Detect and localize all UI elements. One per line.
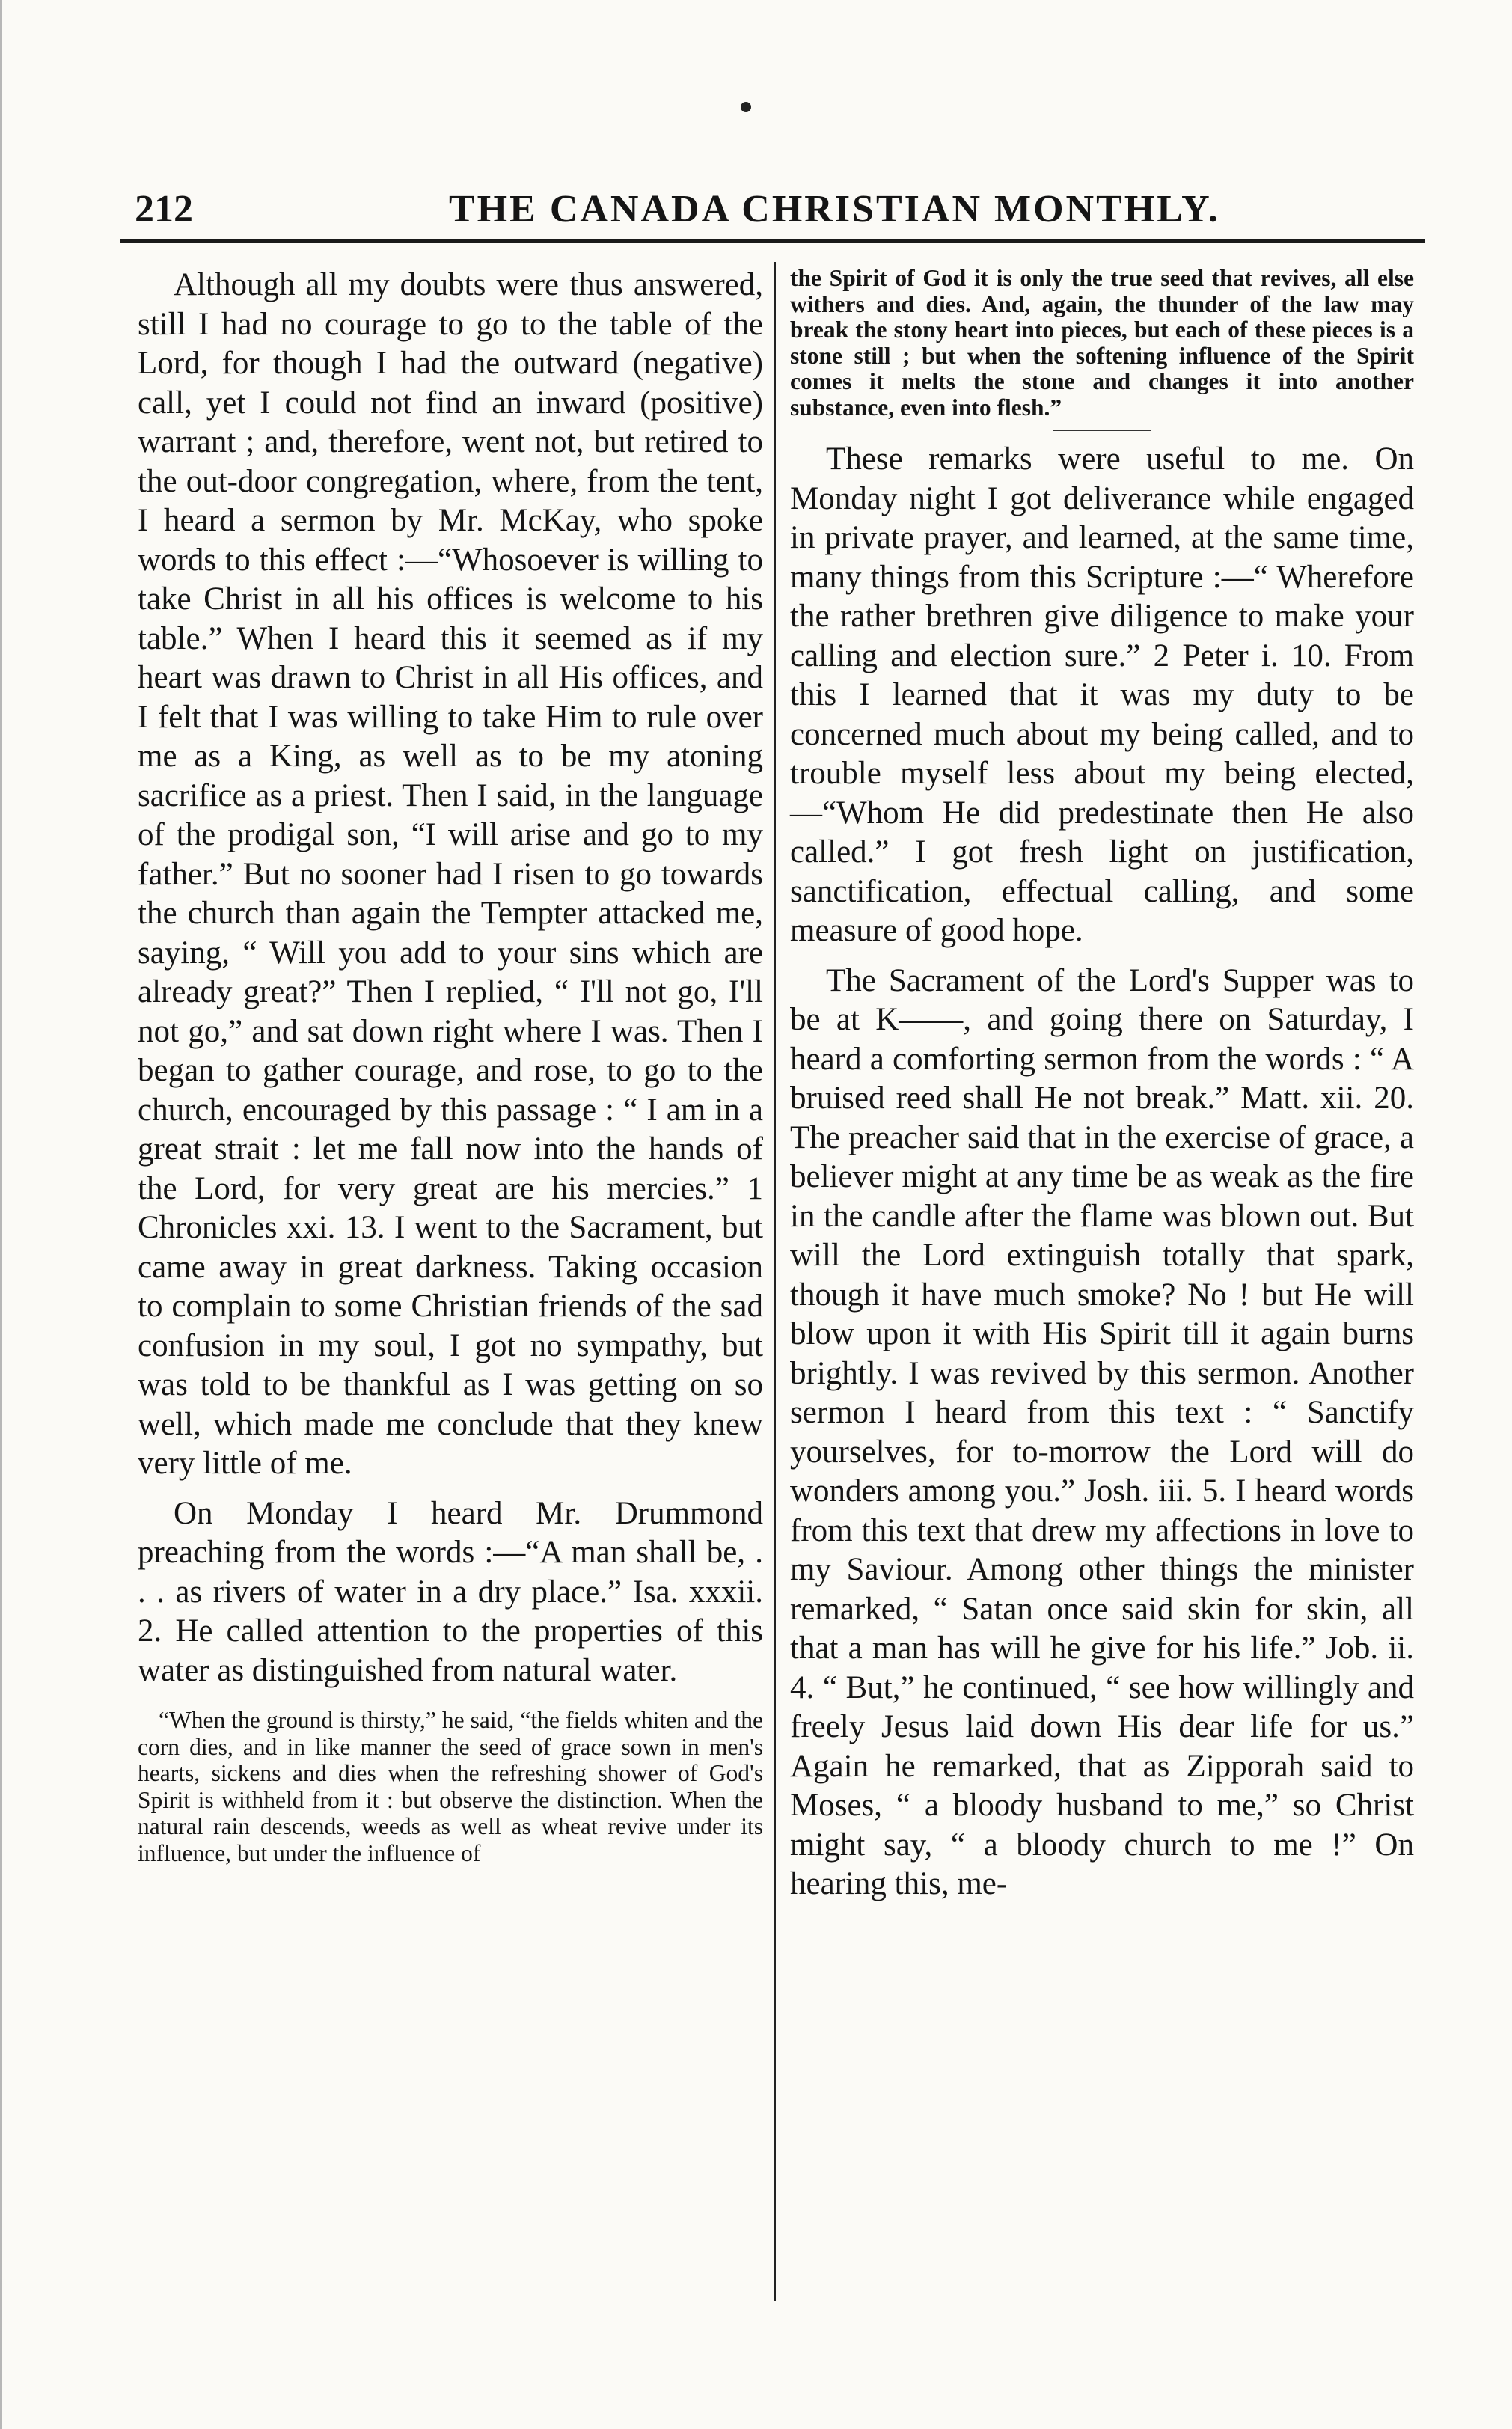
paragraph-sacrament: The Sacrament of the Lord's Supper was to be at K——, and going there on Saturday, I heard a comforting sermon from the words : “ A bruised reed shall He not break.” Matt. xii. 20. The preacher said that in the exercise of grace, a believer might at any time be as weak as the fire in the candle after the flame was blown out. But will the Lord extinguish totally that spark, though it have much smoke? No ! but He will blow upon it with His Spirit till it again burns brightly. I was revived by this sermon. Another sermon I heard from this text : “ Sanctify yourselves, for to-morrow the Lord will do wonders among you.” Josh. iii. 5. I heard words from this text that drew my affections in love to my Saviour. Among other things the minister remarked, “ Satan once said skin for skin, all that a man has will he give for his life.” Job. ii. 4. “ But,” he continued, “ see how willingly and freely Jesus laid down His dear life for us.” Again he remarked, that as Zipporah said to Moses, “ a bloody husband to me,” so Christ might say, “ a bloody church to me !” On hearing this, me- <box>790 962 1414 1901</box>
paragraph-deliverance: These remarks were useful to me. On Monday night I got deliverance while engaged in private prayer, and learned, at the same time, many things from this Scripture :—“ Wherefore the rather brethren give diligence to make your calling and election sure.” 2 Peter i. 10. From this I learned that it was my duty to be concerned much about my being called, and to trouble myself less about my being elected,—“Whom He did predestinate then He also called.” I got fresh light on justification, sanctification, effectual calling, and some measure of good hope. <box>790 442 1414 948</box>
page-number: 212 <box>135 188 193 230</box>
running-head: THE CANADA CHRISTIAN MONTHLY. <box>449 188 1220 230</box>
quotation-thirsty-ground: “When the ground is thirsty,” he said, “the fields whiten and the corn dies, and in like manner the seed of grace sown in men's hearts, sickens and dies when the refreshing shower of God's Spirit is withheld from it : but observe the distinction. When the natural rain descends, weeds as well as wheat revive under its influence, but under the influence of <box>138 1707 763 1866</box>
paragraph-doubts-answered: Although all my doubts were thus answered, still I had no courage to go to the table of the Lord, for though I had the outward (negative) call, yet I could not find an inward (positive) warrant ; and, therefore, went not, but retired to the out-door congregation, where, from the tent, I heard a sermon by Mr. McKay, who spoke words to this effect :—“Whosoever is willing to take Christ in all his offices is welcome to his table.” When I heard this it seemed as if my heart was drawn to Christ in all His offices, and I felt that I was willing to take Him to rule over me as a King, as well as to be my atoning sacrifice as a priest. Then I said, in the language of the prodigal son, “I will arise and go to my father.” But no sooner had I risen to go towards the church than again the Tempter attacked me, saying, “ Will you add to your sins which are already great?” Then I replied, “ I'll not go, I'll not go,” and sat down right where I was. Then I began to gather courage, and rose, to go to the church, encouraged by this passage : “ I am in a great strait : let me fall now into the hands of the Lord, for very great are his mercies.” 1 Chronicles xxi. 13. I went to the Sacrament, but came away in great darkness. Taking occasion to complain to some Christian friends of the sad confusion in my soul, I got no sympathy, but was told to be thankful as I was getting on so well, which made me conclude that they knew very little of me. <box>138 267 763 1481</box>
page-header <box>120 187 1421 239</box>
left-column <box>138 266 763 1866</box>
paragraph-gap <box>138 1484 763 1494</box>
quotation-separator <box>1053 430 1151 431</box>
column-divider <box>774 262 776 2301</box>
ink-dot <box>741 102 751 112</box>
right-column <box>790 266 1414 1904</box>
quotation-continued: the Spirit of God it is only the true seed that revives, all else withers and dies. And, again, the thunder of the law may break the stony heart into pieces, but each of these pieces is a stone still ; but when the softening influence of the Spirit comes it melts the stone and changes it into another substance, even into flesh.” <box>790 265 1414 421</box>
header-rule <box>120 239 1425 243</box>
scan-edge-margin <box>0 0 13 2429</box>
paragraph-drummond-sermon: On Monday I heard Mr. Drummond preaching from the words :—“A man shall be, . . . as rivers of water in a dry place.” Isa. xxxii. 2. He called attention to the properties of this water as distinguished from natural water. <box>138 1495 763 1688</box>
paragraph-gap <box>790 951 1414 962</box>
